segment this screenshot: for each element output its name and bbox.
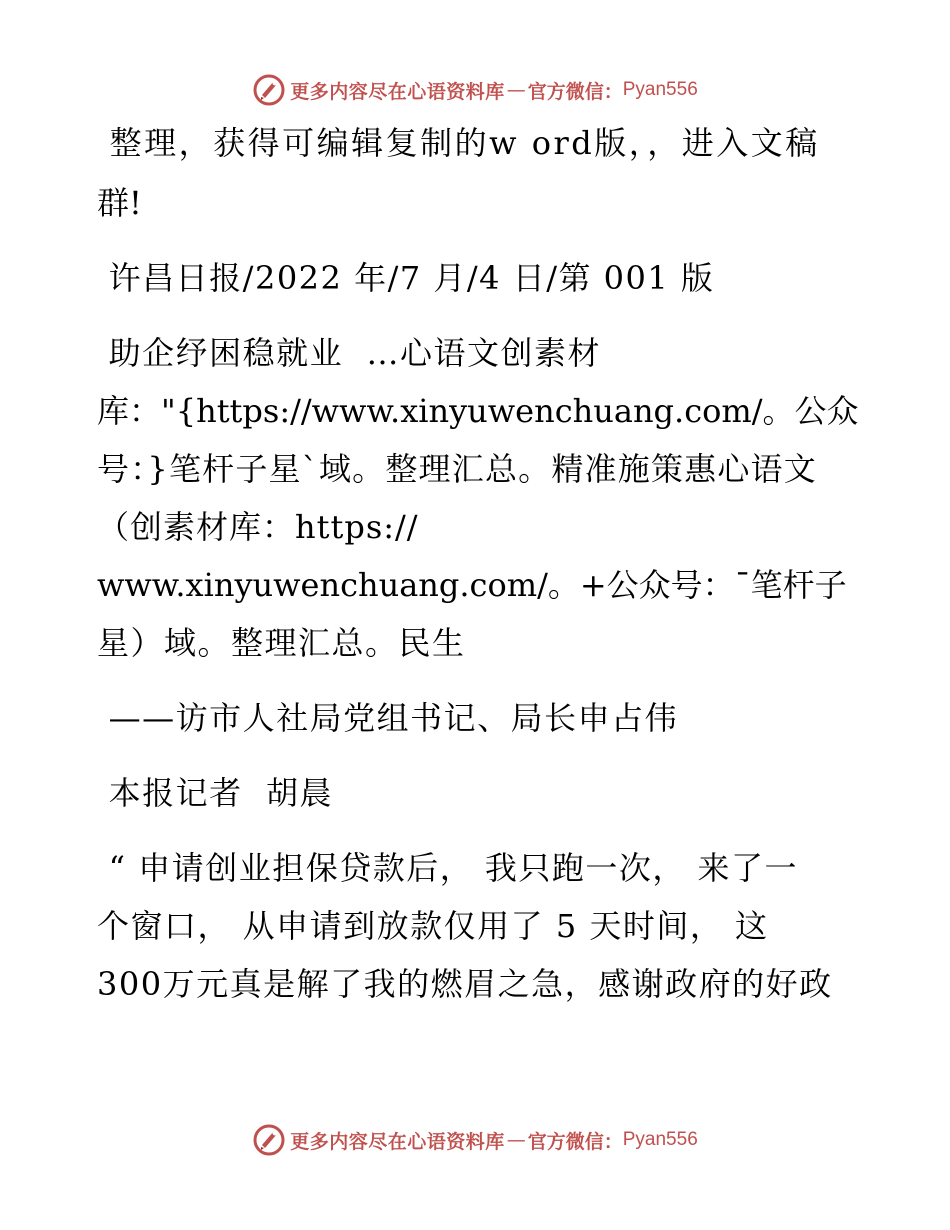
header-banner	[0, 70, 950, 110]
brand-logo-icon	[252, 1123, 286, 1157]
brand-logo-icon	[252, 73, 286, 107]
body-line: www.xinyuwenchuang.com/。+公众号：¯笔杆子	[97, 566, 847, 604]
header-wechat-label: 官方微信：	[527, 80, 623, 103]
footer-wechat-id: Pyan556	[622, 1129, 698, 1150]
footer-site-text: 更多内容尽在心语资料库	[290, 1130, 505, 1153]
body-line: 整理，获得可编辑复制的w ord版，，进入文稿	[97, 124, 820, 162]
body-line: 号：}笔杆子星`域。整理汇总。精准施策惠心语文	[97, 450, 817, 488]
footer-dash: —	[506, 1129, 526, 1151]
header-dash: —	[506, 79, 526, 101]
header-wechat-id: Pyan556	[622, 79, 698, 100]
body-line: 个窗口， 从申请到放款仅用了 5 天时间， 这	[97, 907, 769, 945]
body-line: 星）域。整理汇总。民生	[97, 624, 466, 662]
body-line: 群!	[97, 184, 142, 222]
footer-wechat-label: 官方微信：	[527, 1130, 623, 1153]
byline: 本报记者 胡晨	[97, 774, 334, 812]
body-line: “ 申请创业担保贷款后， 我只跑一次， 来了一	[97, 849, 799, 887]
body-line: 300万元真是解了我的燃眉之急，感谢政府的好政	[97, 965, 833, 1003]
body-line: （创素材库：https://	[97, 508, 419, 546]
body-line: 库："{https://www.xinyuwenchuang.com/。公众	[97, 392, 859, 430]
header-site-text: 更多内容尽在心语资料库	[290, 80, 505, 103]
publication-line: 许昌日报/2022 年/7 月/4 日/第 001 版	[97, 259, 715, 297]
footer-banner	[0, 1120, 950, 1160]
subtitle-line: ——访市人社局党组书记、局长申占伟	[97, 699, 679, 737]
article-title-line: 助企纾困稳就业 …心语文创素材	[97, 334, 602, 372]
